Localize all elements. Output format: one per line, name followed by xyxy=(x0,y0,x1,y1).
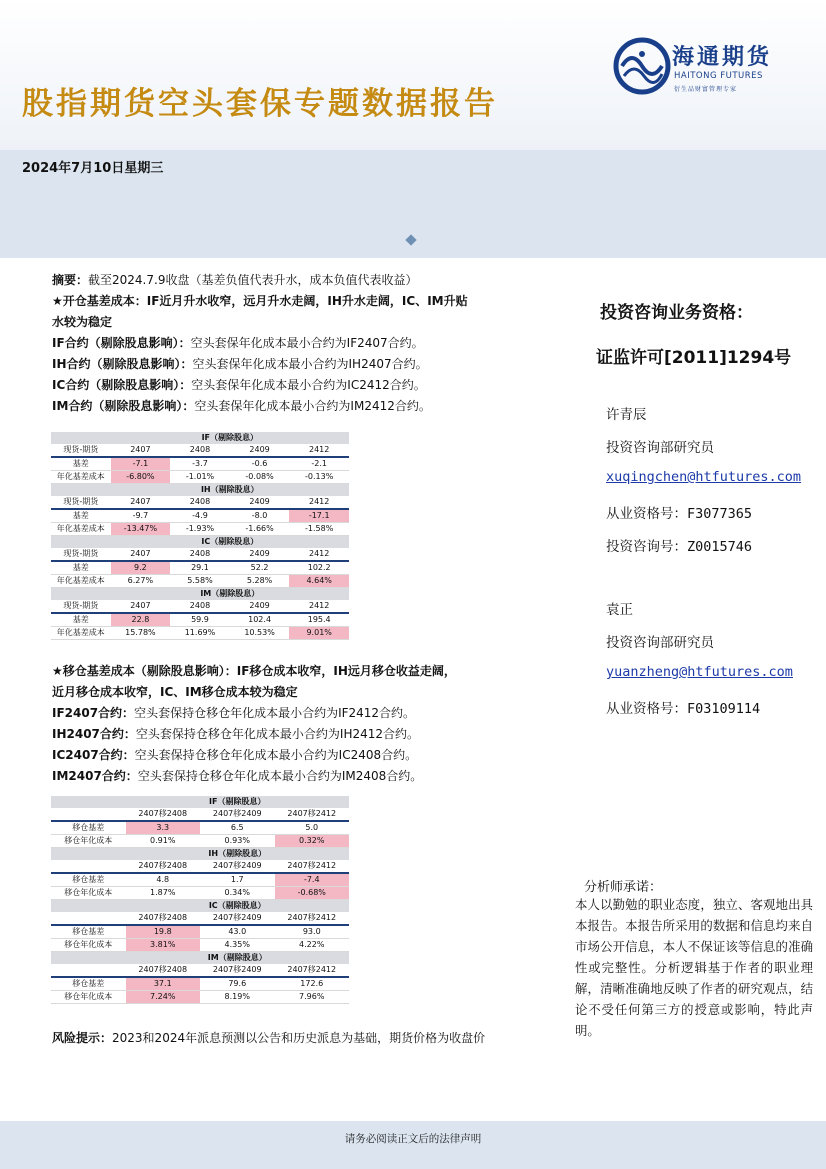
analyst-email-link[interactable]: xuqingchen@htfutures.com xyxy=(606,469,802,485)
promise-text: 本人以勤勉的职业态度，独立、客观地出具本报告。本报告所采用的数据和信息均来自市场公开信息，本人不保证该等信息的准确性或完整性。分析逻辑基于作者的职业理解，清晰准确地反映了作者的研究观点，结论不受任何第三方的授意或影响，特此声明。 xyxy=(575,897,813,1038)
table-row-label: 移仓年化成本 xyxy=(51,939,126,952)
table-cell: 19.8 xyxy=(126,925,201,939)
table-column-header: 2407 xyxy=(111,496,171,509)
table-cell: 93.0 xyxy=(275,925,350,939)
table-row-label: 移仓年化成本 xyxy=(51,887,126,900)
table-row-label: 移仓基差 xyxy=(51,873,126,887)
table-cell: -4.9 xyxy=(170,509,230,523)
open-line-text: 空头套保年化成本最小合约为IF2407合约。 xyxy=(190,336,424,350)
table-column-header: 2409 xyxy=(230,600,290,613)
table-row-label: 基差 xyxy=(51,613,111,627)
table-cell: -17.1 xyxy=(289,509,349,523)
logo-english: HAITONG FUTURES xyxy=(674,71,763,81)
table-column-header: 2407移2409 xyxy=(200,808,275,821)
table-section-title xyxy=(51,536,349,549)
table-row-label xyxy=(51,808,126,821)
roll-headline-cont: 近月移仓成本收窄，IC、IM移仓成本较为稳定 xyxy=(52,685,298,699)
table-row xyxy=(51,939,349,952)
analyst-email-link[interactable]: yuanzheng@htfutures.com xyxy=(606,664,793,680)
table-row xyxy=(51,821,349,835)
table-section-name: IH（剔除股息） xyxy=(111,484,349,497)
roll-line-label: IC2407合约： xyxy=(52,748,135,762)
table-cell: 0.91% xyxy=(126,835,201,848)
summary-label: 摘要： xyxy=(52,273,89,287)
table-cell xyxy=(51,952,126,965)
roll-line-text: 空头套保持仓移仓年化成本最小合约为IC2408合约。 xyxy=(134,748,418,762)
roll-line xyxy=(52,724,572,745)
analyst-name: 许青辰 xyxy=(606,407,647,423)
table-column-header: 2407移2408 xyxy=(126,860,201,873)
table-cell: 79.6 xyxy=(200,977,275,991)
table-column-header: 2407移2412 xyxy=(275,860,350,873)
table-row-label: 基差 xyxy=(51,509,111,523)
table-column-header: 2407移2409 xyxy=(200,964,275,977)
table-cell: 52.2 xyxy=(230,561,290,575)
table-cell: 4.8 xyxy=(126,873,201,887)
roll-cost-table xyxy=(51,796,349,1004)
table-section-title xyxy=(51,588,349,601)
table-cell xyxy=(51,900,126,913)
table-cell: 10.53% xyxy=(230,627,290,640)
table-cell: 3.81% xyxy=(126,939,201,952)
table-row-label: 移仓年化成本 xyxy=(51,991,126,1004)
risk-label: 风险提示： xyxy=(52,1031,113,1045)
summary-text: 截至2024.7.9收盘（基差负值代表升水，成本负值代表收益） xyxy=(88,273,418,287)
table-header-row xyxy=(51,444,349,457)
table-cell: 3.3 xyxy=(126,821,201,835)
table-column-header: 2409 xyxy=(230,496,290,509)
table-section-title xyxy=(51,432,349,444)
table-cell: 5.28% xyxy=(230,575,290,588)
table-cell: 195.4 xyxy=(289,613,349,627)
table-cell: -2.1 xyxy=(289,457,349,471)
report-date: 2024年7月10日星期三 xyxy=(22,161,164,176)
table-row-label xyxy=(51,912,126,925)
table-cell: 7.96% xyxy=(275,991,350,1004)
table-cell: -1.66% xyxy=(230,523,290,536)
open-line-label: IH合约（剔除股息影响）： xyxy=(52,357,193,371)
roll-line xyxy=(52,766,572,787)
open-line-text: 空头套保年化成本最小合约为IH2407合约。 xyxy=(192,357,428,371)
table-header-row xyxy=(51,548,349,561)
table-row-label: 现货-期货 xyxy=(51,600,111,613)
table-row-label: 基差 xyxy=(51,457,111,471)
table-column-header: 2409 xyxy=(230,548,290,561)
table-header-row xyxy=(51,860,349,873)
open-headline: ★开仓基差成本：IF近月升水收窄，远月升水走阔，IH升水走阔，IC、IM升贴 xyxy=(52,294,468,308)
table-section-title xyxy=(51,900,349,913)
report-title: 股指期货空头套保专题数据报告 xyxy=(22,86,498,122)
table-row-label xyxy=(51,964,126,977)
table-row-label: 现货-期货 xyxy=(51,496,111,509)
table-cell: -1.58% xyxy=(289,523,349,536)
risk-note xyxy=(52,1028,572,1049)
table-column-header: 2408 xyxy=(170,548,230,561)
open-line xyxy=(52,375,572,396)
table-cell: 9.2 xyxy=(111,561,171,575)
table-cell: 43.0 xyxy=(200,925,275,939)
table-cell: 6.27% xyxy=(111,575,171,588)
table-cell: 4.22% xyxy=(275,939,350,952)
open-line-label: IC合约（剔除股息影响）： xyxy=(52,378,192,392)
table-column-header: 2407移2409 xyxy=(200,912,275,925)
table-row-label: 年化基差成本 xyxy=(51,627,111,640)
table-section-name: IF（剔除股息） xyxy=(126,796,350,808)
roll-line xyxy=(52,745,572,766)
table-section-name: IM（剔除股息） xyxy=(126,952,350,965)
table-cell: -1.93% xyxy=(170,523,230,536)
logo-chinese: 海通期货 xyxy=(672,45,773,70)
table-cell: 0.93% xyxy=(200,835,275,848)
table-header-row xyxy=(51,496,349,509)
table-cell: 37.1 xyxy=(126,977,201,991)
table-row xyxy=(51,561,349,575)
analyst-role: 投资咨询部研究员 xyxy=(606,635,714,651)
open-line-text: 空头套保年化成本最小合约为IC2412合约。 xyxy=(191,378,426,392)
table-cell: 1.7 xyxy=(200,873,275,887)
table-column-header: 2412 xyxy=(289,548,349,561)
table-row xyxy=(51,887,349,900)
table-column-header: 2408 xyxy=(170,496,230,509)
table-section-name: IM（剔除股息） xyxy=(111,588,349,601)
summary xyxy=(52,270,572,291)
table-section-title xyxy=(51,796,349,808)
table-section-name: IC（剔除股息） xyxy=(111,536,349,549)
table-row-label: 年化基差成本 xyxy=(51,575,111,588)
roll-line-text: 空头套保持仓移仓年化成本最小合约为IH2412合约。 xyxy=(135,727,420,741)
table-cell: 59.9 xyxy=(170,613,230,627)
table-column-header: 2407移2412 xyxy=(275,964,350,977)
table-row-label: 移仓基差 xyxy=(51,925,126,939)
table-row xyxy=(51,457,349,471)
table-column-header: 2407移2409 xyxy=(200,860,275,873)
table-cell: -0.68% xyxy=(275,887,350,900)
open-line-label: IM合约（剔除股息影响）： xyxy=(52,399,195,413)
table-section-name: IF（剔除股息） xyxy=(111,432,349,444)
table-cell: 7.24% xyxy=(126,991,201,1004)
table-cell: 0.32% xyxy=(275,835,350,848)
table-row-label xyxy=(51,860,126,873)
table-cell: -0.6 xyxy=(230,457,290,471)
table-cell: 4.64% xyxy=(289,575,349,588)
table-cell: 29.1 xyxy=(170,561,230,575)
roll-headline: ★移仓基差成本（剔除股息影响）：IF移仓成本收窄，IH远月移仓收益走阔， xyxy=(52,664,456,678)
table-column-header: 2407 xyxy=(111,444,171,457)
table-cell xyxy=(51,536,111,549)
roll-line-text: 空头套保持仓移仓年化成本最小合约为IF2412合约。 xyxy=(134,706,416,720)
table-row xyxy=(51,509,349,523)
table-row xyxy=(51,991,349,1004)
logo-slogan: 衍生品财富管理专家 xyxy=(674,86,738,93)
table-cell: 15.78% xyxy=(111,627,171,640)
analyst-cert: 从业资格号：F3077365 xyxy=(606,506,753,522)
table-row xyxy=(51,471,349,484)
open-line xyxy=(52,396,572,417)
table-section-name: IH（剔除股息） xyxy=(126,848,350,861)
table-header-row xyxy=(51,912,349,925)
table-header-row xyxy=(51,600,349,613)
table-column-header: 2407移2412 xyxy=(275,808,350,821)
main-content xyxy=(52,270,572,417)
table-cell: -7.1 xyxy=(111,457,171,471)
risk-text: 2023和2024年派息预测以公告和历史派息为基础，期货价格为收盘价 xyxy=(112,1031,486,1045)
qualification-title: 投资咨询业务资格： xyxy=(600,303,753,323)
table-header-row xyxy=(51,808,349,821)
table-cell: -0.13% xyxy=(289,471,349,484)
table-row xyxy=(51,977,349,991)
open-line xyxy=(52,333,572,354)
table-row-label: 移仓基差 xyxy=(51,821,126,835)
table-cell xyxy=(51,432,111,444)
analyst-role: 投资咨询部研究员 xyxy=(606,440,714,456)
table-row-label: 移仓年化成本 xyxy=(51,835,126,848)
table-cell: 11.69% xyxy=(170,627,230,640)
table-row xyxy=(51,925,349,939)
table-section-title xyxy=(51,952,349,965)
table-cell: -13.47% xyxy=(111,523,171,536)
table-row-label: 现货-期货 xyxy=(51,548,111,561)
table-cell xyxy=(51,588,111,601)
open-headline-cont: 水较为稳定 xyxy=(52,315,113,329)
table-column-header: 2412 xyxy=(289,600,349,613)
table-cell: -9.7 xyxy=(111,509,171,523)
analyst-advisory: 投资咨询号：Z0015746 xyxy=(606,539,753,555)
table-column-header: 2412 xyxy=(289,444,349,457)
table-column-header: 2408 xyxy=(170,444,230,457)
table-row-label: 现货-期货 xyxy=(51,444,111,457)
table-cell: 1.87% xyxy=(126,887,201,900)
table-cell: 172.6 xyxy=(275,977,350,991)
table-row xyxy=(51,627,349,640)
roll-line-label: IF2407合约： xyxy=(52,706,135,720)
table-cell: -6.80% xyxy=(111,471,171,484)
table-column-header: 2407 xyxy=(111,548,171,561)
table-column-header: 2412 xyxy=(289,496,349,509)
table-section-title xyxy=(51,848,349,861)
open-line xyxy=(52,354,572,375)
table-row xyxy=(51,835,349,848)
roll-line-text: 空头套保持仓移仓年化成本最小合约为IM2408合约。 xyxy=(137,769,423,783)
table-cell: 4.35% xyxy=(200,939,275,952)
table-row xyxy=(51,523,349,536)
roll-line-label: IM2407合约： xyxy=(52,769,138,783)
table-cell: 8.19% xyxy=(200,991,275,1004)
analyst-cert: 从业资格号：F03109114 xyxy=(606,701,761,717)
table-row xyxy=(51,575,349,588)
table-row-label: 移仓基差 xyxy=(51,977,126,991)
table-cell xyxy=(51,848,126,861)
table-column-header: 2407移2412 xyxy=(275,912,350,925)
table-cell: -8.0 xyxy=(230,509,290,523)
table-cell: 5.58% xyxy=(170,575,230,588)
table-section-name: IC（剔除股息） xyxy=(126,900,350,913)
table-column-header: 2407移2408 xyxy=(126,808,201,821)
table-row-label: 年化基差成本 xyxy=(51,523,111,536)
table-cell: -1.01% xyxy=(170,471,230,484)
table-column-header: 2407移2408 xyxy=(126,912,201,925)
table-column-header: 2409 xyxy=(230,444,290,457)
table-column-header: 2408 xyxy=(170,600,230,613)
footer-disclaimer: 请务必阅读正文后的法律声明 xyxy=(344,1133,482,1145)
promise-title: 分析师承诺： xyxy=(584,880,663,895)
roll-content xyxy=(52,661,572,787)
table-header-row xyxy=(51,964,349,977)
table-cell: 22.8 xyxy=(111,613,171,627)
table-cell xyxy=(51,484,111,497)
table-cell: 5.0 xyxy=(275,821,350,835)
table-cell: 102.4 xyxy=(230,613,290,627)
open-line-label: IF合约（剔除股息影响）： xyxy=(52,336,191,350)
table-column-header: 2407 xyxy=(111,600,171,613)
open-line-text: 空头套保年化成本最小合约为IM2412合约。 xyxy=(194,399,431,413)
table-section-title xyxy=(51,484,349,497)
table-row xyxy=(51,873,349,887)
table-cell: 0.34% xyxy=(200,887,275,900)
table-cell xyxy=(51,796,126,808)
qualification-license: 证监许可[2011]1294号 xyxy=(596,348,792,368)
roll-line-label: IH2407合约： xyxy=(52,727,136,741)
analyst-name: 袁正 xyxy=(606,602,633,618)
table-row-label: 基差 xyxy=(51,561,111,575)
table-cell: -0.08% xyxy=(230,471,290,484)
table-cell: 102.2 xyxy=(289,561,349,575)
table-row xyxy=(51,613,349,627)
table-cell: 9.01% xyxy=(289,627,349,640)
open-cost-table xyxy=(51,432,349,640)
table-column-header: 2407移2408 xyxy=(126,964,201,977)
table-cell: -3.7 xyxy=(170,457,230,471)
roll-line xyxy=(52,703,572,724)
table-cell: -7.4 xyxy=(275,873,350,887)
table-row-label: 年化基差成本 xyxy=(51,471,111,484)
table-cell: 6.5 xyxy=(200,821,275,835)
